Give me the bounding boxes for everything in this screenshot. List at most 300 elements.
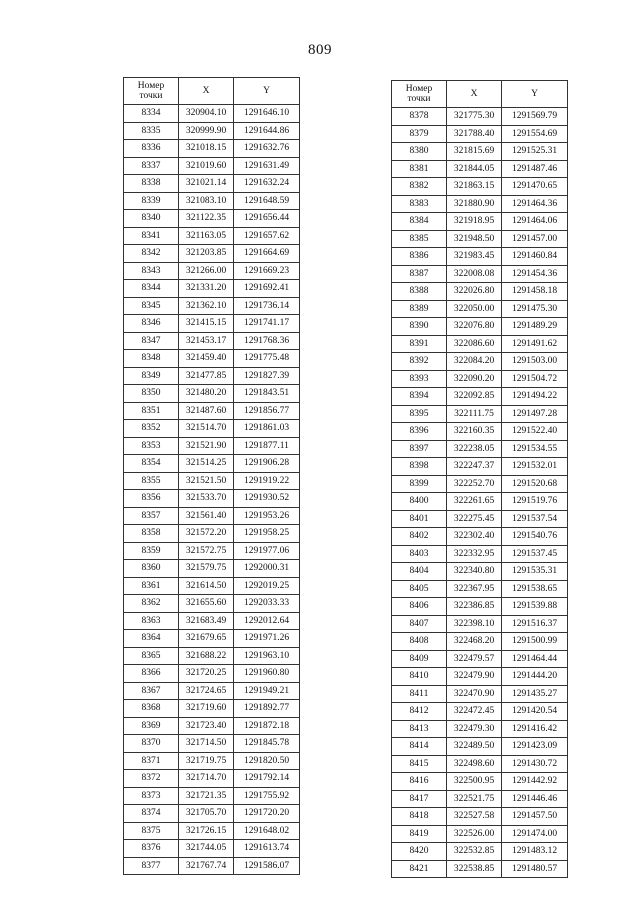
point-number-cell: 8389	[392, 300, 447, 318]
header-point-line2: точки	[139, 91, 163, 101]
point-number-cell: 8418	[392, 808, 447, 826]
point-number-cell: 8407	[392, 615, 447, 633]
point-number-cell: 8338	[124, 175, 179, 193]
table-row	[124, 490, 300, 508]
y-coordinate-cell: 1291949.21	[234, 682, 300, 700]
y-coordinate-cell: 1291554.69	[502, 125, 568, 143]
x-coordinate-cell: 321815.69	[447, 143, 502, 161]
point-number-cell: 8417	[392, 790, 447, 808]
y-coordinate-cell: 1291775.48	[234, 350, 300, 368]
y-coordinate-cell: 1291460.84	[502, 248, 568, 266]
point-number-cell: 8413	[392, 720, 447, 738]
y-coordinate-cell: 1291503.00	[502, 353, 568, 371]
y-coordinate-cell: 1291464.06	[502, 213, 568, 231]
y-coordinate-cell: 1291960.80	[234, 665, 300, 683]
table-row	[124, 560, 300, 578]
table-row	[124, 385, 300, 403]
point-number-cell: 8392	[392, 353, 447, 371]
table-row	[124, 297, 300, 315]
x-coordinate-cell: 322086.60	[447, 335, 502, 353]
point-number-cell: 8353	[124, 437, 179, 455]
y-coordinate-cell: 1291483.12	[502, 843, 568, 861]
table-row	[392, 248, 568, 266]
y-coordinate-cell: 1291522.40	[502, 423, 568, 441]
point-number-cell: 8385	[392, 230, 447, 248]
coordinates-table-left	[123, 77, 300, 875]
x-coordinate-cell: 322160.35	[447, 423, 502, 441]
table-header-row	[124, 78, 300, 105]
table-row	[124, 700, 300, 718]
x-coordinate-cell: 322026.80	[447, 283, 502, 301]
point-number-cell: 8377	[124, 857, 179, 875]
x-coordinate-cell: 322479.57	[447, 650, 502, 668]
y-coordinate-cell: 1291474.00	[502, 825, 568, 843]
point-number-cell: 8348	[124, 350, 179, 368]
x-coordinate-cell: 321723.40	[179, 717, 234, 735]
point-number-cell: 8336	[124, 140, 179, 158]
y-coordinate-cell: 1291741.17	[234, 315, 300, 333]
x-coordinate-cell: 322489.50	[447, 738, 502, 756]
point-number-cell: 8343	[124, 262, 179, 280]
y-coordinate-cell: 1291500.99	[502, 633, 568, 651]
x-coordinate-cell: 321948.50	[447, 230, 502, 248]
y-coordinate-cell: 1291516.37	[502, 615, 568, 633]
table-row	[392, 773, 568, 791]
y-coordinate-cell: 1291520.68	[502, 475, 568, 493]
x-header: X	[447, 81, 502, 108]
x-coordinate-cell: 321521.50	[179, 472, 234, 490]
table-row	[392, 370, 568, 388]
table-row	[124, 612, 300, 630]
point-number-cell: 8370	[124, 735, 179, 753]
x-coordinate-cell: 322472.45	[447, 703, 502, 721]
x-coordinate-cell: 322521.75	[447, 790, 502, 808]
point-number-cell: 8409	[392, 650, 447, 668]
point-number-cell: 8412	[392, 703, 447, 721]
y-header: Y	[502, 81, 568, 108]
point-number-cell: 8391	[392, 335, 447, 353]
point-number-cell: 8401	[392, 510, 447, 528]
point-number-cell: 8394	[392, 388, 447, 406]
point-number-cell: 8390	[392, 318, 447, 336]
x-coordinate-cell: 321083.10	[179, 192, 234, 210]
x-coordinate-cell: 322398.10	[447, 615, 502, 633]
table-row	[124, 122, 300, 140]
x-coordinate-cell: 322500.95	[447, 773, 502, 791]
y-coordinate-cell: 1292012.64	[234, 612, 300, 630]
table-row	[124, 507, 300, 525]
y-coordinate-cell: 1291657.62	[234, 227, 300, 245]
table-row	[392, 860, 568, 878]
point-number-cell: 8373	[124, 787, 179, 805]
point-number-cell: 8337	[124, 157, 179, 175]
table-row	[124, 227, 300, 245]
x-coordinate-cell: 321331.20	[179, 280, 234, 298]
y-coordinate-cell: 1291906.28	[234, 455, 300, 473]
x-coordinate-cell: 322238.05	[447, 440, 502, 458]
x-coordinate-cell: 321683.49	[179, 612, 234, 630]
table-row	[392, 510, 568, 528]
y-coordinate-cell: 1291820.50	[234, 752, 300, 770]
y-coordinate-cell: 1291755.92	[234, 787, 300, 805]
y-coordinate-cell: 1291669.23	[234, 262, 300, 280]
table-row	[392, 703, 568, 721]
x-coordinate-cell: 322092.85	[447, 388, 502, 406]
y-coordinate-cell: 1291958.25	[234, 525, 300, 543]
point-number-cell: 8341	[124, 227, 179, 245]
point-number-cell: 8383	[392, 195, 447, 213]
table-row	[124, 595, 300, 613]
y-coordinate-cell: 1291525.31	[502, 143, 568, 161]
table-row	[392, 405, 568, 423]
x-coordinate-cell: 322527.58	[447, 808, 502, 826]
x-coordinate-cell: 321415.15	[179, 315, 234, 333]
y-coordinate-cell: 1291423.09	[502, 738, 568, 756]
x-coordinate-cell: 321459.40	[179, 350, 234, 368]
y-coordinate-cell: 1291720.20	[234, 805, 300, 823]
header-point-line1: Номер	[137, 81, 165, 91]
point-number-cell: 8400	[392, 493, 447, 511]
x-coordinate-cell: 321021.14	[179, 175, 234, 193]
x-coordinate-cell: 321880.90	[447, 195, 502, 213]
x-coordinate-cell: 321788.40	[447, 125, 502, 143]
table-row	[392, 650, 568, 668]
x-coordinate-cell: 321714.50	[179, 735, 234, 753]
table-row	[124, 140, 300, 158]
table-row	[124, 210, 300, 228]
x-coordinate-cell: 321983.45	[447, 248, 502, 266]
point-number-cell: 8399	[392, 475, 447, 493]
point-number-cell: 8368	[124, 700, 179, 718]
point-number-cell: 8406	[392, 598, 447, 616]
point-number-cell: 8403	[392, 545, 447, 563]
x-coordinate-cell: 322532.85	[447, 843, 502, 861]
table-row	[392, 230, 568, 248]
y-coordinate-cell: 1291646.10	[234, 105, 300, 123]
table-header-row	[392, 81, 568, 108]
x-coordinate-cell: 321724.65	[179, 682, 234, 700]
point-number-cell: 8379	[392, 125, 447, 143]
point-number-cell: 8357	[124, 507, 179, 525]
table-row	[392, 755, 568, 773]
point-number-cell: 8398	[392, 458, 447, 476]
table-row	[124, 717, 300, 735]
point-number-cell: 8356	[124, 490, 179, 508]
table-row	[124, 402, 300, 420]
table-row	[124, 192, 300, 210]
x-coordinate-cell: 322252.70	[447, 475, 502, 493]
x-coordinate-cell: 321203.85	[179, 245, 234, 263]
x-coordinate-cell: 321721.35	[179, 787, 234, 805]
point-number-cell: 8374	[124, 805, 179, 823]
y-coordinate-cell: 1291470.65	[502, 178, 568, 196]
x-coordinate-cell: 321362.10	[179, 297, 234, 315]
x-coordinate-cell: 321714.70	[179, 770, 234, 788]
point-number-cell: 8380	[392, 143, 447, 161]
y-coordinate-cell: 1291519.76	[502, 493, 568, 511]
table-row	[392, 493, 568, 511]
point-number-cell: 8411	[392, 685, 447, 703]
y-coordinate-cell: 1291540.76	[502, 528, 568, 546]
x-coordinate-cell: 321514.70	[179, 420, 234, 438]
y-coordinate-cell: 1292019.25	[234, 577, 300, 595]
y-coordinate-cell: 1291856.77	[234, 402, 300, 420]
y-coordinate-cell: 1291539.88	[502, 598, 568, 616]
point-number-cell: 8363	[124, 612, 179, 630]
table-row	[392, 598, 568, 616]
y-coordinate-cell: 1291963.10	[234, 647, 300, 665]
table-row	[124, 822, 300, 840]
x-coordinate-cell: 322247.37	[447, 458, 502, 476]
point-number-cell: 8415	[392, 755, 447, 773]
point-number-cell: 8397	[392, 440, 447, 458]
y-coordinate-cell: 1291457.00	[502, 230, 568, 248]
table-row	[124, 665, 300, 683]
x-coordinate-cell: 321266.00	[179, 262, 234, 280]
point-number-cell: 8382	[392, 178, 447, 196]
table-row	[124, 350, 300, 368]
y-coordinate-cell: 1291644.86	[234, 122, 300, 140]
table-row	[124, 647, 300, 665]
table-row	[124, 332, 300, 350]
point-number-cell: 8396	[392, 423, 447, 441]
table-row	[392, 668, 568, 686]
y-coordinate-cell: 1291953.26	[234, 507, 300, 525]
x-coordinate-cell: 322538.85	[447, 860, 502, 878]
table-row	[124, 262, 300, 280]
x-coordinate-cell: 320999.90	[179, 122, 234, 140]
y-coordinate-cell: 1291613.74	[234, 840, 300, 858]
page-number: 809	[308, 42, 332, 58]
y-coordinate-cell: 1291861.03	[234, 420, 300, 438]
y-coordinate-cell: 1291457.50	[502, 808, 568, 826]
y-coordinate-cell: 1291497.28	[502, 405, 568, 423]
y-coordinate-cell: 1291537.54	[502, 510, 568, 528]
x-coordinate-cell: 322479.90	[447, 668, 502, 686]
table-row	[392, 615, 568, 633]
point-number-cell: 8359	[124, 542, 179, 560]
coordinates-table-right	[391, 80, 568, 878]
x-coordinate-cell: 321487.60	[179, 402, 234, 420]
x-coordinate-cell: 322340.80	[447, 563, 502, 581]
table-row	[124, 175, 300, 193]
table-row	[392, 475, 568, 493]
table-row	[124, 787, 300, 805]
x-coordinate-cell: 322332.95	[447, 545, 502, 563]
x-coordinate-cell: 321614.50	[179, 577, 234, 595]
y-coordinate-cell: 1291845.78	[234, 735, 300, 753]
point-number-cell: 8345	[124, 297, 179, 315]
y-coordinate-cell: 1291454.36	[502, 265, 568, 283]
point-number-cell: 8367	[124, 682, 179, 700]
x-coordinate-cell: 321579.75	[179, 560, 234, 578]
header-point-line2: точки	[407, 94, 431, 104]
x-header: X	[179, 78, 234, 105]
x-coordinate-cell: 321514.25	[179, 455, 234, 473]
point-number-cell: 8361	[124, 577, 179, 595]
point-number-cell: 8381	[392, 160, 447, 178]
y-coordinate-cell: 1291535.31	[502, 563, 568, 581]
point-number-cell: 8358	[124, 525, 179, 543]
point-number-cell: 8371	[124, 752, 179, 770]
y-coordinate-cell: 1291692.41	[234, 280, 300, 298]
y-coordinate-cell: 1291480.57	[502, 860, 568, 878]
table-row	[392, 388, 568, 406]
y-coordinate-cell: 1291648.02	[234, 822, 300, 840]
point-number-cell: 8387	[392, 265, 447, 283]
y-coordinate-cell: 1291491.62	[502, 335, 568, 353]
y-coordinate-cell: 1291877.11	[234, 437, 300, 455]
point-number-cell: 8386	[392, 248, 447, 266]
x-coordinate-cell: 321480.20	[179, 385, 234, 403]
table-row	[124, 437, 300, 455]
table-row	[392, 633, 568, 651]
y-coordinate-cell: 1291430.72	[502, 755, 568, 773]
y-coordinate-cell: 1291977.06	[234, 542, 300, 560]
point-number-cell: 8414	[392, 738, 447, 756]
point-number-cell: 8375	[124, 822, 179, 840]
y-coordinate-cell: 1291827.39	[234, 367, 300, 385]
table-row	[392, 178, 568, 196]
x-coordinate-cell: 321572.20	[179, 525, 234, 543]
x-coordinate-cell: 321744.05	[179, 840, 234, 858]
y-coordinate-cell: 1291442.92	[502, 773, 568, 791]
x-coordinate-cell: 321019.60	[179, 157, 234, 175]
point-number-cell: 8346	[124, 315, 179, 333]
point-number-cell: 8376	[124, 840, 179, 858]
x-coordinate-cell: 322261.65	[447, 493, 502, 511]
table-row	[124, 630, 300, 648]
x-coordinate-cell: 322275.45	[447, 510, 502, 528]
y-coordinate-cell: 1291872.18	[234, 717, 300, 735]
x-coordinate-cell: 322526.00	[447, 825, 502, 843]
table-row	[392, 213, 568, 231]
point-number-cell: 8339	[124, 192, 179, 210]
point-number-cell: 8335	[124, 122, 179, 140]
point-number-cell: 8340	[124, 210, 179, 228]
table-row	[392, 843, 568, 861]
point-number-cell: 8378	[392, 108, 447, 126]
y-coordinate-cell: 1291919.22	[234, 472, 300, 490]
x-coordinate-cell: 321844.05	[447, 160, 502, 178]
point-number-header	[392, 81, 447, 108]
y-coordinate-cell: 1291489.29	[502, 318, 568, 336]
x-coordinate-cell: 322386.85	[447, 598, 502, 616]
y-coordinate-cell: 1291446.46	[502, 790, 568, 808]
table-row	[124, 752, 300, 770]
y-coordinate-cell: 1291892.77	[234, 700, 300, 718]
table-row	[392, 580, 568, 598]
point-number-cell: 8342	[124, 245, 179, 263]
y-coordinate-cell: 1291792.14	[234, 770, 300, 788]
x-coordinate-cell: 322468.20	[447, 633, 502, 651]
x-coordinate-cell: 321477.85	[179, 367, 234, 385]
point-number-cell: 8408	[392, 633, 447, 651]
x-coordinate-cell: 321018.15	[179, 140, 234, 158]
table-row	[124, 735, 300, 753]
point-number-cell: 8393	[392, 370, 447, 388]
point-number-cell: 8369	[124, 717, 179, 735]
y-coordinate-cell: 1291464.36	[502, 195, 568, 213]
table-row	[392, 335, 568, 353]
y-header: Y	[234, 78, 300, 105]
x-coordinate-cell: 320904.10	[179, 105, 234, 123]
point-number-cell: 8410	[392, 668, 447, 686]
point-number-cell: 8351	[124, 402, 179, 420]
point-number-cell: 8405	[392, 580, 447, 598]
point-number-header	[124, 78, 179, 105]
y-coordinate-cell: 1291420.54	[502, 703, 568, 721]
y-coordinate-cell: 1291538.65	[502, 580, 568, 598]
table-row	[392, 143, 568, 161]
table-row	[392, 685, 568, 703]
x-coordinate-cell: 322302.40	[447, 528, 502, 546]
x-coordinate-cell: 322111.75	[447, 405, 502, 423]
point-number-cell: 8344	[124, 280, 179, 298]
x-coordinate-cell: 322498.60	[447, 755, 502, 773]
point-number-cell: 8355	[124, 472, 179, 490]
point-number-cell: 8421	[392, 860, 447, 878]
y-coordinate-cell: 1291768.36	[234, 332, 300, 350]
y-coordinate-cell: 1291971.26	[234, 630, 300, 648]
table-row	[392, 458, 568, 476]
y-coordinate-cell: 1291736.14	[234, 297, 300, 315]
point-number-cell: 8350	[124, 385, 179, 403]
table-row	[124, 245, 300, 263]
y-coordinate-cell: 1291569.79	[502, 108, 568, 126]
y-coordinate-cell: 1292000.31	[234, 560, 300, 578]
y-coordinate-cell: 1291648.59	[234, 192, 300, 210]
x-coordinate-cell: 321688.22	[179, 647, 234, 665]
x-coordinate-cell: 321533.70	[179, 490, 234, 508]
table-row	[124, 577, 300, 595]
header-point-line1: Номер	[405, 84, 433, 94]
table-row	[124, 367, 300, 385]
x-coordinate-cell: 321561.40	[179, 507, 234, 525]
y-coordinate-cell: 1291435.27	[502, 685, 568, 703]
table-row	[392, 160, 568, 178]
table-row	[392, 563, 568, 581]
table-row	[392, 108, 568, 126]
table-row	[392, 265, 568, 283]
point-number-cell: 8354	[124, 455, 179, 473]
x-coordinate-cell: 321863.15	[447, 178, 502, 196]
table-row	[392, 440, 568, 458]
y-coordinate-cell: 1291464.44	[502, 650, 568, 668]
table-row	[124, 157, 300, 175]
y-coordinate-cell: 1291537.45	[502, 545, 568, 563]
y-coordinate-cell: 1291664.69	[234, 245, 300, 263]
point-number-cell: 8366	[124, 665, 179, 683]
point-number-cell: 8384	[392, 213, 447, 231]
y-coordinate-cell: 1291632.76	[234, 140, 300, 158]
table-row	[392, 353, 568, 371]
x-coordinate-cell: 321767.74	[179, 857, 234, 875]
point-number-cell: 8416	[392, 773, 447, 791]
y-coordinate-cell: 1291494.22	[502, 388, 568, 406]
point-number-cell: 8347	[124, 332, 179, 350]
table-row	[124, 455, 300, 473]
x-coordinate-cell: 321719.75	[179, 752, 234, 770]
point-number-cell: 8364	[124, 630, 179, 648]
x-coordinate-cell: 321122.35	[179, 210, 234, 228]
x-coordinate-cell: 321720.25	[179, 665, 234, 683]
table-row	[124, 805, 300, 823]
table-row	[392, 195, 568, 213]
y-coordinate-cell: 1291475.30	[502, 300, 568, 318]
table-row	[124, 472, 300, 490]
y-coordinate-cell: 1291532.01	[502, 458, 568, 476]
